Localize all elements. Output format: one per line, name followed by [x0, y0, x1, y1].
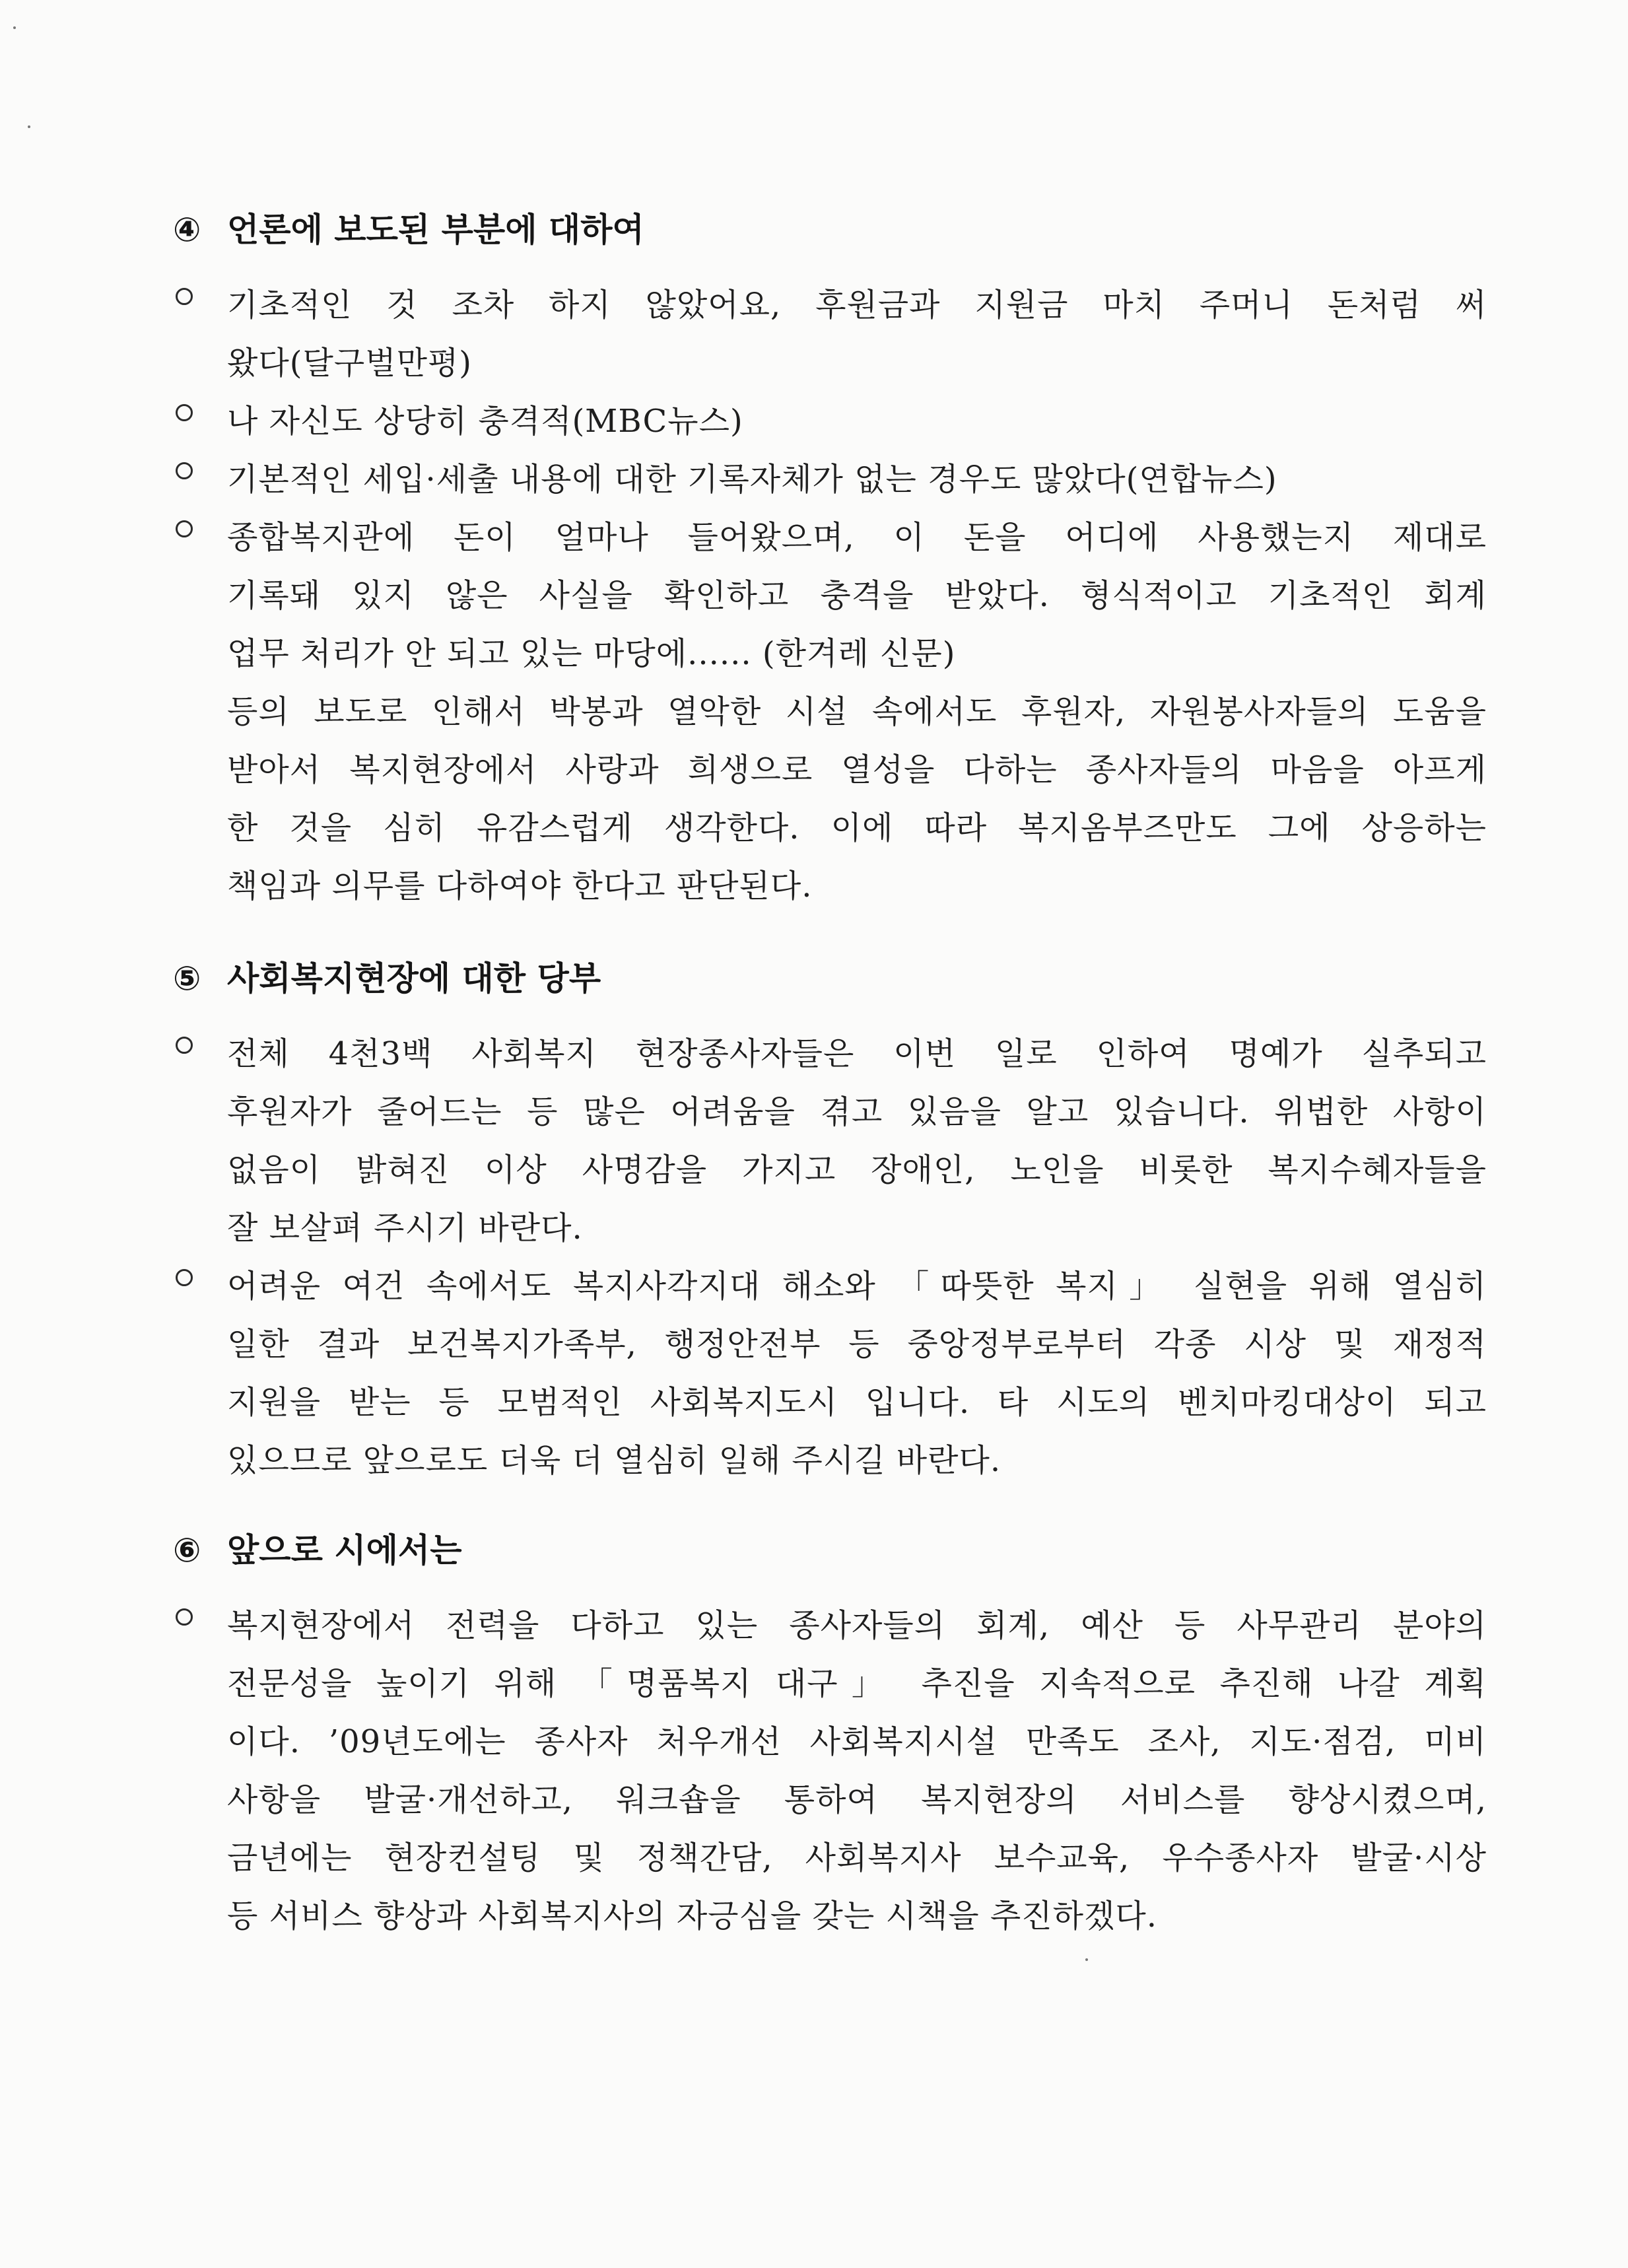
list-item [173, 1597, 1487, 1945]
item-line: 전체 4천3백 사회복지 현장종사자들은 이번 일로 인하여 명예가 실추되고 [227, 1035, 1487, 1072]
section-title: 앞으로 시에서는 [227, 1531, 462, 1569]
section-title: 사회복지현장에 대한 당부 [227, 959, 601, 998]
section-heading [173, 1530, 1487, 1570]
paragraph-line: 한 것을 심히 유감스럽게 생각한다. 이에 따라 복지옴부즈만도 그에 상응하는 [227, 809, 1487, 846]
item-line: 후원자가 줄어드는 등 많은 어려움을 겪고 있음을 알고 있습니다. 위법한 사항이 [227, 1093, 1487, 1130]
item-line: 금년에는 현장컨설팅 및 정책간담, 사회복지사 보수교육, 우수종사자 발굴·시상 [227, 1839, 1487, 1876]
list-item [173, 1257, 1487, 1490]
item-line: 이다. ’09년도에는 종사자 처우개선 사회복지시설 만족도 조사, 지도·점검, 미비 [227, 1723, 1487, 1760]
circle-bullet-icon [176, 1269, 193, 1286]
continuation-paragraph [173, 683, 1487, 915]
paragraph-line: 등의 보도로 인해서 박봉과 열악한 시설 속에서도 후원자, 자원봉사자들의 도움을 [227, 693, 1487, 730]
list-item [173, 392, 1487, 450]
item-line: 왔다(달구벌만평) [227, 345, 473, 382]
section-heading [173, 210, 1487, 250]
section-title: 언론에 보도된 부분에 대하여 [227, 211, 644, 249]
item-line: 기초적인 것 조차 하지 않았어요, 후원금과 지원금 마치 주머니 돈처럼 써 [227, 287, 1487, 324]
section-number: ⑥ [173, 1531, 201, 1569]
scan-speck [1085, 1958, 1088, 1961]
item-line: 사항을 발굴·개선하고, 워크숍을 통하여 복지현장의 서비스를 향상시켰으며, [227, 1781, 1487, 1818]
scan-speck [28, 125, 30, 128]
list-item [173, 276, 1487, 392]
circle-bullet-icon [176, 1037, 193, 1054]
circle-bullet-icon [176, 520, 193, 537]
item-line: 잘 보살펴 주시기 바란다. [227, 1210, 583, 1247]
circle-bullet-icon [176, 462, 193, 479]
item-line: 어려운 여건 속에서도 복지사각지대 해소와 「따뜻한 복지」 실현을 위해 열심히 [227, 1268, 1487, 1305]
circle-bullet-icon [176, 1608, 193, 1626]
item-line: 등 서비스 향상과 사회복지사의 자긍심을 갖는 시책을 추진하겠다. [227, 1898, 1158, 1935]
item-line: 기본적인 세입·세출 내용에 대한 기록자체가 없는 경우도 많았다(연합뉴스) [227, 461, 1277, 498]
list-item [173, 508, 1487, 683]
paragraph-line: 책임과 의무를 다하여야 한다고 판단된다. [227, 868, 813, 905]
circle-bullet-icon [176, 404, 193, 421]
item-line: 일한 결과 보건복지가족부, 행정안전부 등 중앙정부로부터 각종 시상 및 재정적 [227, 1326, 1487, 1363]
item-line: 업무 처리가 안 되고 있는 마당에...... (한겨레 신문) [227, 635, 956, 672]
item-line: 전문성을 높이기 위해 「명품복지 대구」 추진을 지속적으로 추진해 나갈 계획 [227, 1665, 1487, 1702]
item-line: 종합복지관에 돈이 얼마나 들어왔으며, 이 돈을 어디에 사용했는지 제대로 [227, 519, 1487, 556]
list-item [173, 1025, 1487, 1257]
section-heading [173, 959, 1487, 998]
item-line: 지원을 받는 등 모범적인 사회복지도시 입니다. 타 시도의 벤치마킹대상이 되고 [227, 1384, 1487, 1421]
list-item [173, 450, 1487, 508]
section-5 [173, 959, 1487, 1490]
item-line: 나 자신도 상당히 충격적(MBC뉴스) [227, 403, 743, 440]
paragraph-line: 받아서 복지현장에서 사랑과 희생으로 열성을 다하는 종사자들의 마음을 아프게 [227, 751, 1487, 788]
scan-speck [13, 26, 16, 29]
section-number: ⑤ [173, 959, 201, 998]
item-line: 없음이 밝혀진 이상 사명감을 가지고 장애인, 노인을 비롯한 복지수혜자들을 [227, 1151, 1487, 1188]
circle-bullet-icon [176, 288, 193, 305]
item-line: 있으므로 앞으로도 더욱 더 열심히 일해 주시길 바란다. [227, 1442, 1001, 1479]
section-6 [173, 1530, 1487, 1945]
section-number: ④ [173, 211, 201, 249]
section-4 [173, 210, 1487, 915]
item-line: 기록돼 있지 않은 사실을 확인하고 충격을 받았다. 형식적이고 기초적인 회계 [227, 577, 1487, 614]
item-line: 복지현장에서 전력을 다하고 있는 종사자들의 회계, 예산 등 사무관리 분야의 [227, 1607, 1487, 1644]
